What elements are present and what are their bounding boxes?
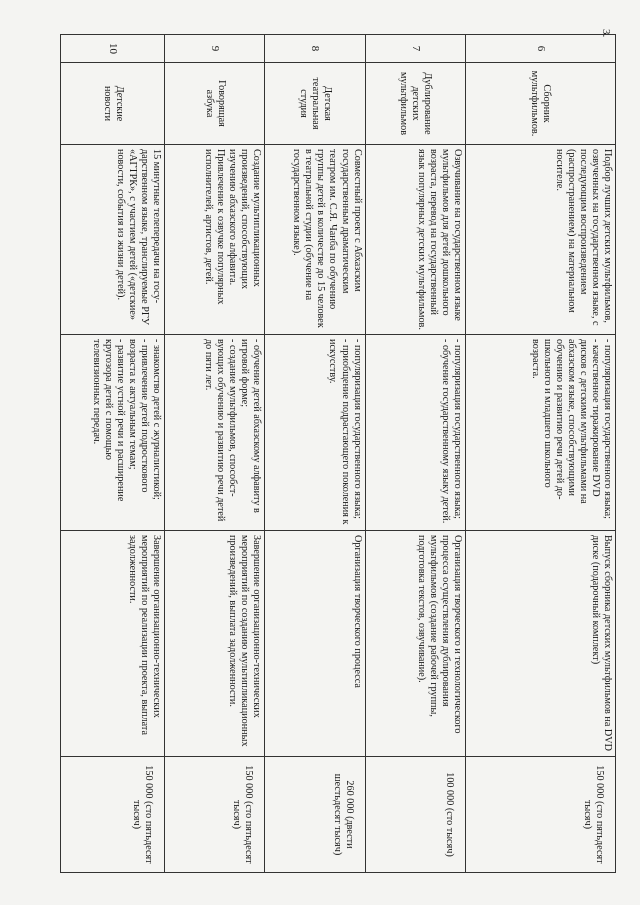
project-name: Говорящая азбука [165,63,265,145]
project-description: Озвучивание на государственном языке мультфильмов для детей дошкольного возраста, перевод на государственный язык популярных детских мультфильмов. [365,145,465,335]
goal-item: - развитие устной речи и расширение кругозора детей с помощью телевизионных передач. [91,339,127,502]
row-number: 6 [465,35,615,63]
project-stage: Выпуск сборника детских мультфильмов на DVD диске (подарочный комплект) [465,531,615,757]
goal-item: - популяризация государственного языка; [602,339,613,520]
project-goals [61,335,165,531]
project-description: Создание мультипликационных произведений, способствующих изучению абхазского алфавита. Привлечение к озвучке популярных исполнителей, артистов, детей. [165,145,265,335]
row-number: 8 [265,35,365,63]
table-row [265,35,365,873]
table-row [465,35,615,873]
project-name: Детские новости [61,63,165,145]
projects-table [60,34,616,873]
goal-item: - привлечение детей подросткового возраста к актуальным темам; [127,339,151,493]
goal-item: - приобщение подрастающего поколения к искусству. [327,339,351,525]
row-number: 10 [61,35,165,63]
project-goals [465,335,615,531]
page-number: 3. [600,29,612,38]
project-description: Совместный проект с Абхазским государственным драматическим театром им. С.Я. Чанба по обучению группы детей в количестве до 15 человек в театральной студии (обучение на государственном языке). [265,145,365,335]
project-description: 15 минутные телепередачи на государственном языке, транслируемые РГУ «АГТРК», с участием детей («детские» новости, события из жизни детей). [61,145,165,335]
row-number: 9 [165,35,265,63]
row-number: 7 [365,35,465,63]
goal-item: - популяризация государственного языка; [351,339,363,520]
goal-item: - знакомство детей с журналистикой; [151,339,163,500]
project-name: Дублирование детских мультфильмов [365,63,465,145]
goal-item: - создание мультфильмов, способствующих обучению и развитию речи детей до пяти лет. [203,339,239,522]
table-row [165,35,265,873]
project-goals [365,335,465,531]
project-amount: 100 000 (сто тысяч) [365,757,465,873]
project-amount: 260 000 (двести шестьдесят тысяч) [265,757,365,873]
table-row [365,35,465,873]
project-goals [265,335,365,531]
goal-item: - обучение государственному языку детей. [439,339,451,524]
goal-item: - популяризация государственного языка; [451,339,463,520]
project-goals [165,335,265,531]
rotated-page [60,34,616,872]
project-stage: Организация творческого процесса [265,531,365,757]
project-stage: Организация творческого и технологического процесса осуществления дублирования мультфильмов (создание рабочей группы, подготовка текстов, озвучивание). [365,531,465,757]
project-name: Детская театральная студия [265,63,365,145]
project-description: Подбор лучших детских мультфильмов, озвученных на государственном языке, с последующим воспроизведением (распространением) на материальном носителе. [465,145,615,335]
project-name: Сборник мультфильмов. [465,63,615,145]
project-stage: Завершение организационно-технических мероприятий по реализации проекта, выплата задолженности. [61,531,165,757]
project-stage: Завершение организационно-технических мероприятий по созданию мультипликационных произведений, выплата задолженности. [165,531,265,757]
project-amount: 150 000 (сто пятьдесят тысяч) [165,757,265,873]
goal-item: - качественное тиражирование DVD дисков с детскими мультфильмами на абхазском языке, способствующими обучению и развитию речи детей дошкольного и младшего школьного возраста. [529,339,601,504]
table-row [61,35,165,873]
project-amount: 150 000 (сто пятьдесят тысяч) [61,757,165,873]
goal-item: - обучение детей абхазскому алфавиту в игровой форме; [239,339,263,513]
project-amount: 150 000 (сто пятьдесят тысяч) [465,757,615,873]
